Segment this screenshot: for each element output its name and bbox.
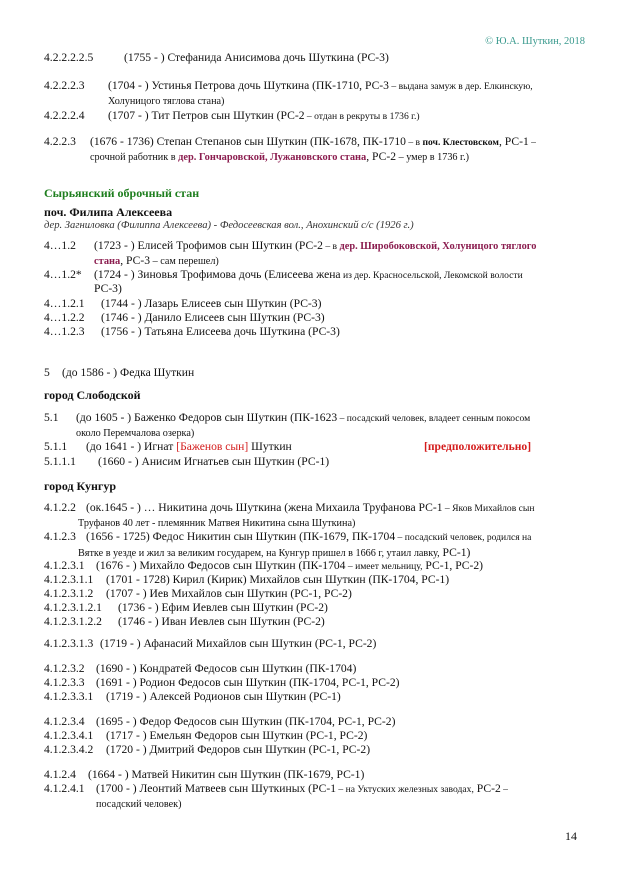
entry-text: (1746 - ) Иван Иевлев сын Шуткин (РС-2): [118, 615, 325, 628]
section-subtitle: поч. Филипа Алексеева: [44, 205, 173, 219]
place-name: дер. Широбоковской, Холуницого тяглого: [339, 241, 537, 252]
entry-note: – умер в 1736 г.): [396, 152, 470, 163]
entry-number: 5.1: [44, 411, 59, 424]
entry-text: (1723 - ) Елисей Трофимов сын Шуткин (РС-2: [94, 239, 323, 252]
entry-number: 4…1.2.1: [44, 297, 85, 310]
copyright-notice: © Ю.А. Шуткин, 2018: [485, 36, 585, 47]
entry-number: 4.2.2.3: [44, 135, 76, 148]
entry-number: 5.1.1: [44, 440, 68, 453]
page-number: 14: [565, 829, 577, 843]
genealogy-entry: [44, 366, 194, 380]
entry-number: 4.1.2.4.1: [44, 782, 85, 795]
entry-text: (до 1641 - ) Игнат: [86, 440, 177, 453]
entry-continuation: [94, 254, 219, 268]
entry-number: 4.1.2.3.4.1: [44, 729, 94, 742]
entry-text: (1719 - ) Афанасий Михайлов сын Шуткин (РС-1, РС-2): [100, 637, 377, 650]
entry-text: (1717 - ) Емельян Федоров сын Шуткин (РС-1, РС-2): [106, 729, 368, 742]
genealogy-entry: [44, 79, 533, 94]
entry-text: (1691 - ) Родион Федосов сын Шуткин (ПК-1704, РС-1, РС-2): [96, 676, 400, 689]
entry-number: 4.1.2.2: [44, 501, 76, 514]
place-name: поч. Клестовском: [422, 137, 499, 148]
entry-number: 4.1.2.3.4: [44, 715, 85, 728]
section-title: Сырьянский оброчный стан: [44, 186, 200, 200]
entry-text: (1660 - ) Анисим Игнатьев сын Шуткин (РС-1): [98, 455, 330, 468]
entry-text: (1719 - ) Алексей Родионов сын Шуткин (РС-1): [106, 690, 341, 703]
entry-text: РС-2: [473, 782, 501, 795]
entry-text: , РС-3: [120, 254, 151, 267]
entry-text: (1707 - ) Иев Михайлов сын Шуткин (РС-1, РС-2): [106, 587, 352, 600]
entry-text: Шуткин: [248, 440, 292, 453]
entry-number: 4…1.2: [44, 239, 76, 252]
entry-number: 4.1.2.3.4.2: [44, 743, 94, 756]
entry-number: 4.1.2.4: [44, 768, 76, 781]
genealogy-entry: [44, 743, 370, 757]
presumed-flag: [предположительно]: [424, 440, 532, 453]
entry-text: (до 1586 - ) Федка Шуткин: [62, 366, 195, 379]
entry-note: – в: [322, 241, 340, 252]
genealogy-entry: [44, 662, 356, 676]
entry-number: 4.2.2.2.4: [44, 109, 85, 122]
genealogy-entry: [44, 311, 325, 325]
entry-text: (до 1605 - ) Баженко Федоров сын Шуткин (ПК-1623: [76, 411, 338, 424]
entry-text: (1744 - ) Лазарь Елисеев сын Шуткин (РС-3): [101, 297, 322, 310]
entry-text: , РС-2: [366, 150, 397, 163]
entry-number: 4.1.2.3.1.2.1: [44, 601, 102, 614]
entry-continuation: РС-3): [94, 282, 122, 295]
entry-note: – сам перешел): [150, 256, 219, 267]
genealogy-entry: [44, 729, 367, 743]
entry-text: (1736 - ) Ефим Иевлев сын Шуткин (РС-2): [118, 601, 328, 614]
genealogy-entry: [44, 501, 535, 516]
entry-number: 4.1.2.3.1.3: [44, 637, 94, 650]
entry-number: 4…1.2.3: [44, 325, 85, 338]
entry-text: (1690 - ) Кондратей Федосов сын Шуткин (ПК-1704): [96, 662, 357, 675]
entry-text: (1755 - ) Стефанида Анисимова дочь Шуткина (РС-3): [124, 51, 389, 64]
entry-continuation: Холуницого тяглова стана): [108, 96, 225, 107]
genealogy-entry: [44, 440, 292, 454]
entry-note: Вятке в уезде и жил за великим государем, на Кунгур пришел в 1666 г, утаил лавку,: [78, 548, 440, 559]
entry-note: – на Уктуских железных заводах,: [336, 784, 474, 795]
entry-note: – выдана замуж в дер. Елкинскую,: [388, 81, 533, 92]
entry-note: срочной работник в: [90, 152, 179, 163]
entry-number: 4…1.2.2: [44, 311, 85, 324]
section-note: дер. Загниловка (Филиппа Алексеева) - Федосеевская вол., Анохинский с/с (1926 г.): [44, 220, 414, 231]
entry-text: (1701 - 1728) Кирил (Кирик) Михайлов сын Шуткин (ПК-1704, РС-1): [106, 573, 450, 586]
entry-number: 4.1.2.3.3: [44, 676, 85, 689]
genealogy-entry: [44, 615, 325, 629]
entry-continuation: Труфанов 40 лет - племянник Матвея Никитина сына Шуткина): [78, 518, 356, 529]
entry-text: (1756 - ) Татьяна Елисеева дочь Шуткина (РС-3): [101, 325, 340, 338]
entry-note: – отдан в рекруты в 1736 г.): [304, 111, 420, 122]
entry-note: – имеет мельницу,: [345, 561, 423, 572]
entry-number: 4.1.2.3.2: [44, 662, 85, 675]
entry-note: – в: [405, 137, 423, 148]
entry-number: 4.2.2.2.3: [44, 79, 85, 92]
place-name: дер. Гончаровской, Лужановского стана: [178, 152, 367, 163]
entry-number: 4.2.2.2.2.5: [44, 51, 94, 64]
entry-number: 5.1.1.1: [44, 455, 76, 468]
entry-number: 4.1.2.3.1.2: [44, 587, 94, 600]
entry-note: – посадский человек, владеет сенным покосом: [337, 413, 531, 424]
genealogy-entry: [44, 297, 321, 311]
entry-text: (1676 - 1736) Степан Степанов сын Шуткин (ПК-1678, ПК-1710: [90, 135, 406, 148]
genealogy-entry: [44, 637, 376, 651]
genealogy-entry: [44, 782, 508, 797]
entry-note: – Яков Михайлов сын: [442, 503, 535, 514]
entry-text: (1707 - ) Тит Петров сын Шуткин (РС-2: [108, 109, 305, 122]
entry-text: (1676 - ) Михайло Федосов сын Шуткин (ПК-1704: [96, 559, 346, 572]
entry-number: 4…1.2*: [44, 268, 82, 281]
genealogy-entry: [44, 676, 400, 690]
genealogy-entry: [44, 559, 483, 574]
genealogy-entry: [44, 601, 328, 615]
entry-note: –: [500, 784, 508, 795]
entry-text: (1720 - ) Дмитрий Федоров сын Шуткин (РС-1, РС-2): [106, 743, 371, 756]
genealogy-entry: [44, 455, 329, 469]
entry-text: (1664 - ) Матвей Никитин сын Шуткин (ПК-1679, РС-1): [88, 768, 365, 781]
entry-continuation: [78, 546, 470, 560]
entry-continuation: [90, 150, 469, 164]
entry-note: из дер. Красносельской, Лекомской волости: [340, 270, 523, 281]
entry-text: (1656 - 1725) Федос Никитин сын Шуткин (ПК-1679, ПК-1704: [86, 530, 396, 543]
genealogy-entry: [44, 768, 364, 782]
genealogy-entry: [44, 587, 352, 601]
genealogy-entry: [44, 715, 395, 729]
entry-number: 4.1.2.3.1.2.2: [44, 615, 102, 628]
entry-continuation: посадский человек): [96, 799, 182, 810]
section-title: город Слободской: [44, 388, 141, 402]
entry-number: 4.1.2.3: [44, 530, 76, 543]
genealogy-entry: [44, 325, 340, 339]
genealogy-entry: [44, 135, 536, 150]
entry-text: , РС-1: [498, 135, 529, 148]
entry-text: (ок.1645 - ) … Никитина дочь Шуткина (жена Михаила Труфанова РС-1: [86, 501, 443, 514]
genealogy-entry: [44, 573, 449, 587]
genealogy-entry: [44, 530, 531, 545]
entry-text: РС-1): [439, 546, 471, 559]
entry-note: –: [528, 137, 536, 148]
entry-continuation: около Перемчалова озерка): [76, 428, 195, 439]
genealogy-entry: [44, 690, 341, 704]
place-name: стана: [94, 256, 121, 267]
genealogy-entry: [44, 411, 530, 426]
genealogy-entry: [44, 268, 523, 283]
entry-number: 4.1.2.3.3.1: [44, 690, 94, 703]
entry-text: (1746 - ) Данило Елисеев сын Шуткин (РС-3): [101, 311, 325, 324]
entry-text: (1695 - ) Федор Федосов сын Шуткин (ПК-1704, РС-1, РС-2): [96, 715, 396, 728]
entry-text: (1700 - ) Леонтий Матвеев сын Шуткиных (РС-1: [96, 782, 337, 795]
genealogy-entry: [44, 51, 389, 65]
entry-text: РС-1, РС-2): [422, 559, 484, 572]
entry-number: 4.1.2.3.1.1: [44, 573, 94, 586]
genealogy-entry: [44, 109, 420, 124]
entry-number: 5: [44, 366, 50, 379]
entry-text: (1724 - ) Зиновья Трофимова дочь (Елисеева жена: [94, 268, 341, 281]
uncertain-relation: [Баженов сын]: [176, 440, 249, 453]
genealogy-entry: [44, 239, 536, 254]
section-title: город Кунгур: [44, 479, 116, 493]
entry-number: 4.1.2.3.1: [44, 559, 85, 572]
entry-text: (1704 - ) Устинья Петрова дочь Шуткина (ПК-1710, РС-3: [108, 79, 389, 92]
entry-note: – посадский человек, родился на: [395, 532, 532, 543]
